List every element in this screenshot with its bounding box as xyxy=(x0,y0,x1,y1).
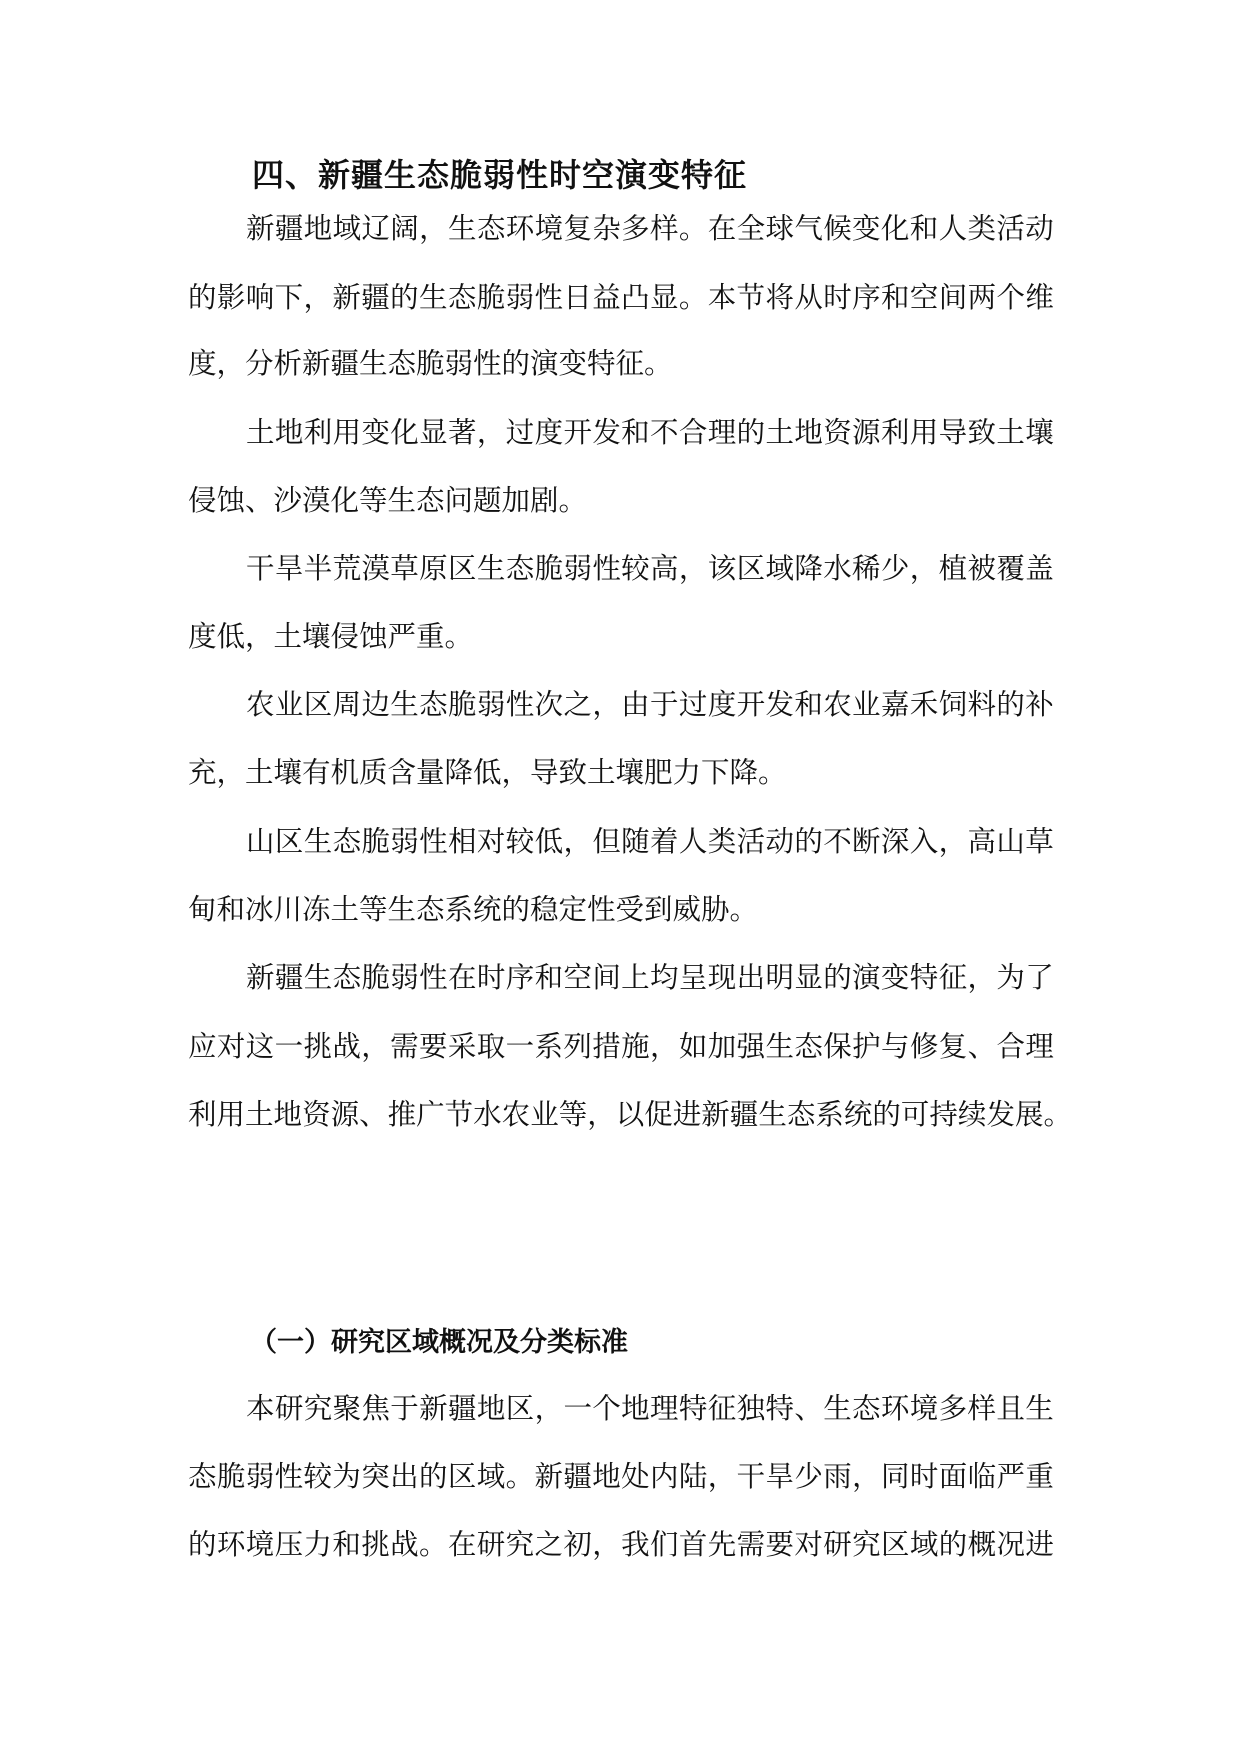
text-line: 度低，土壤侵蚀严重。 xyxy=(188,620,474,653)
text-line: 土 地 利 用 变 化 显 著 ， 过 度 开 发 和 不 合 理 的 土 地 资 源 利 用 导 致 土 壤 xyxy=(246,416,1054,449)
text-line: 利 用 土 地 资 源 、 推 广 节 水 农 业 等 ， 以 促 进 新 疆 生 态 系 统 的 可 持 续 发 展 。 xyxy=(188,1098,1072,1131)
text-line: 度，分析新疆生态脆弱性的演变特征。 xyxy=(188,347,673,380)
text-line: 干 旱 半 荒 漠 草 原 区 生 态 脆 弱 性 较 高 ， 该 区 域 降 水 稀 少 ， 植 被 覆 盖 xyxy=(246,552,1054,585)
text-line: 山 区 生 态 脆 弱 性 相 对 较 低 ， 但 随 着 人 类 活 动 的 不 断 深 入 ， 高 山 草 xyxy=(246,825,1054,858)
text-line: 本 研 究 聚 焦 于 新 疆 地 区 ， 一 个 地 理 特 征 独 特 、 生 态 环 境 多 样 且 生 xyxy=(246,1392,1054,1425)
text-line: 的 影 响 下 ， 新 疆 的 生 态 脆 弱 性 日 益 凸 显 。 本 节 将 从 时 序 和 空 间 两 个 维 xyxy=(188,281,1054,314)
section-heading: 四、新疆生态脆弱性时空演变特征 xyxy=(252,156,748,194)
text-line: 应 对 这 一 挑 战 ， 需 要 采 取 一 系 列 措 施 ， 如 加 强 生 态 保 护 与 修 复 、 合 理 xyxy=(188,1030,1054,1063)
text-line: 侵蚀、沙漠化等生态问题加剧。 xyxy=(188,484,588,517)
text-line: 态 脆 弱 性 较 为 突 出 的 区 域 。 新 疆 地 处 内 陆 ， 干 旱 少 雨 ， 同 时 面 临 严 重 xyxy=(188,1460,1054,1493)
text-line: 的 环 境 压 力 和 挑 战 。 在 研 究 之 初 ， 我 们 首 先 需 要 对 研 究 区 域 的 概 况 进 xyxy=(188,1528,1054,1561)
text-line: 充，土壤有机质含量降低，导致土壤肥力下降。 xyxy=(188,756,787,789)
text-line: 农 业 区 周 边 生 态 脆 弱 性 次 之 ， 由 于 过 度 开 发 和 农 业 嘉 禾 饲 料 的 补 xyxy=(246,688,1054,721)
text-line: 新 疆 地 域 辽 阔 ， 生 态 环 境 复 杂 多 样 。 在 全 球 气 候 变 化 和 人 类 活 动 xyxy=(246,212,1054,245)
text-line: 新 疆 生 态 脆 弱 性 在 时 序 和 空 间 上 均 呈 现 出 明 显 的 演 变 特 征 ， 为 了 xyxy=(246,961,1054,994)
subsection-heading: （一）研究区域概况及分类标准 xyxy=(250,1327,628,1358)
text-line: 甸和冰川冻土等生态系统的稳定性受到威胁。 xyxy=(188,893,759,926)
